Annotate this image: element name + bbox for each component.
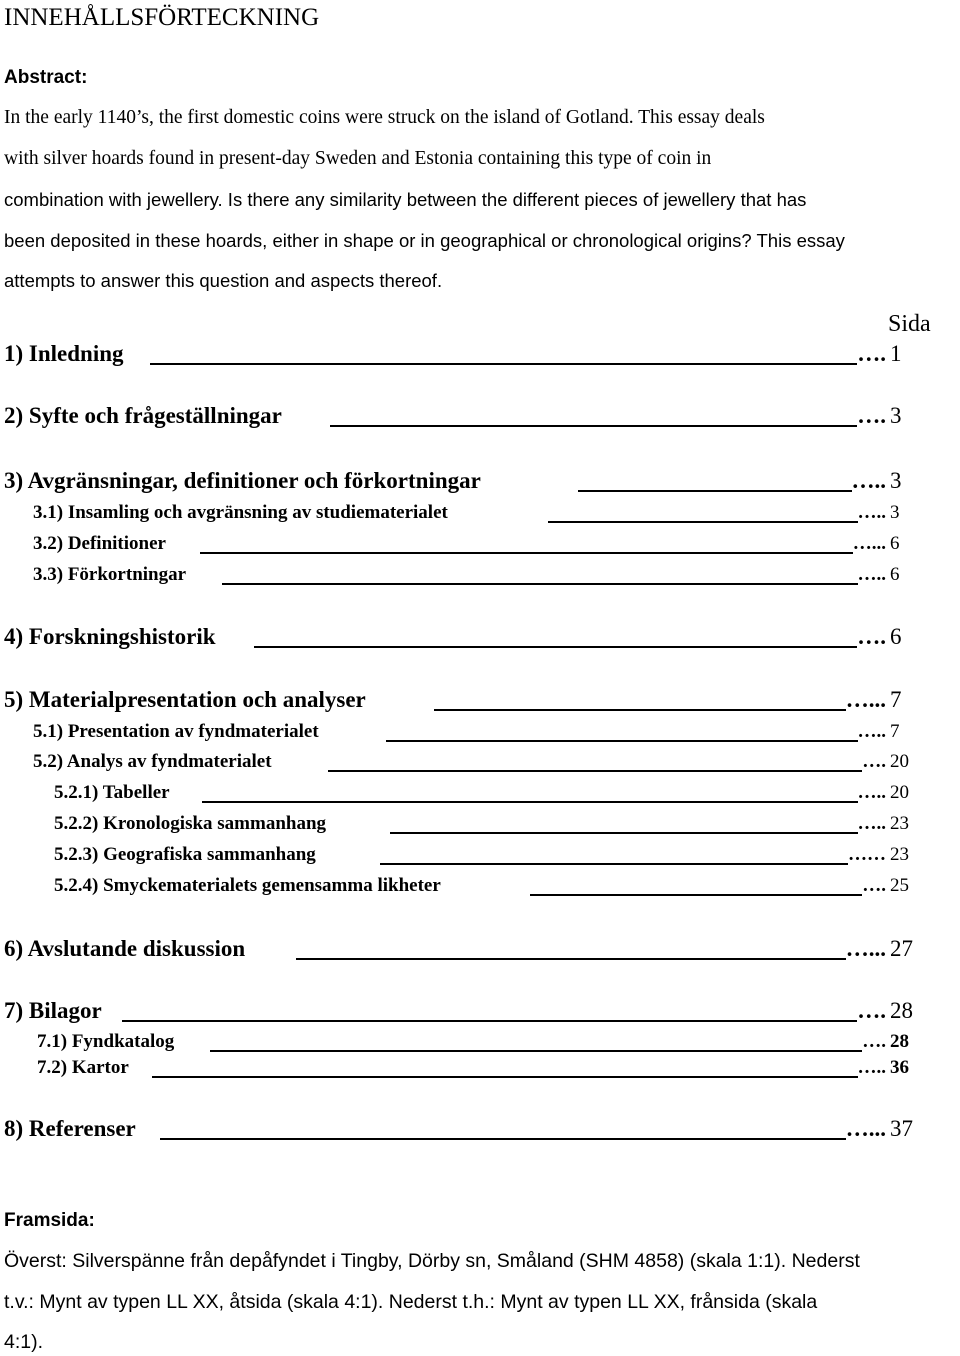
toc-entry-page: 7 xyxy=(890,687,902,712)
toc-entry-leader-dots: ….. xyxy=(857,813,886,834)
toc-leader xyxy=(150,363,870,365)
toc-entry-leader-dots: …. xyxy=(857,998,886,1023)
toc-entry-page: 3 xyxy=(890,403,902,428)
toc-entry-page: 20 xyxy=(890,782,909,803)
toc-entry-label: 3.1) Insamling och avgränsning av studiematerialet xyxy=(33,502,448,523)
toc-entry[interactable] xyxy=(0,812,960,842)
toc-entry[interactable] xyxy=(0,623,960,653)
toc-entry[interactable] xyxy=(0,686,960,716)
toc-entry[interactable] xyxy=(0,501,960,531)
toc-leader xyxy=(222,583,870,585)
toc-leader xyxy=(434,709,870,711)
toc-entry-label: 5.2.2) Kronologiska sammanhang xyxy=(54,813,327,834)
toc-entry-label: 7) Bilagor xyxy=(4,998,102,1023)
toc-entry[interactable] xyxy=(0,1056,960,1086)
toc-entry[interactable] xyxy=(0,781,960,811)
toc-entry[interactable] xyxy=(0,843,960,873)
toc-entry-leader-dots: ….. xyxy=(857,564,886,585)
toc-entry-leader-dots: …... xyxy=(845,1116,886,1141)
toc-entry-label: 7.2) Kartor xyxy=(37,1057,129,1078)
toc-leader xyxy=(548,521,870,523)
toc-entry-leader-dots: …. xyxy=(862,875,886,896)
toc-entry-label: 3.2) Definitioner xyxy=(33,533,166,554)
abstract-line: been deposited in these hoards, either in shape or in geographical or chronological origins? This essay xyxy=(4,230,845,251)
toc-leader xyxy=(296,958,870,960)
toc-leader xyxy=(578,490,870,492)
toc-entry-leader-dots: …... xyxy=(845,687,886,712)
toc-entry[interactable] xyxy=(0,340,960,370)
toc-entry-label: 5.2.3) Geografiska sammanhang xyxy=(54,844,316,865)
framsida-line: Överst: Silverspänne från depåfyndet i Tingby, Dörby sn, Småland (SHM 4858) (skala 1:1). Nederst xyxy=(4,1250,860,1272)
toc-leader xyxy=(202,801,870,803)
toc-entry-leader-dots: …... xyxy=(852,533,886,554)
toc-entry-label: 7.1) Fyndkatalog xyxy=(37,1031,175,1052)
toc-entry-label: 5.2) Analys av fyndmaterialet xyxy=(33,751,272,772)
toc-entry-leader-dots: ….. xyxy=(851,468,886,493)
toc-entry-page: 6 xyxy=(890,624,902,649)
toc-entry[interactable] xyxy=(0,720,960,750)
framsida-line: t.v.: Mynt av typen LL XX, åtsida (skala 4:1). Nederst t.h.: Mynt av typen LL XX, frånsida (skala xyxy=(4,1291,818,1313)
toc-entry-leader-dots: …. xyxy=(857,341,886,366)
toc-entry-page: 25 xyxy=(890,875,909,896)
toc-entry-page: 23 xyxy=(890,813,909,834)
abstract-heading: Abstract: xyxy=(4,67,88,88)
toc-entry-leader-dots: ….. xyxy=(857,782,886,803)
toc-leader xyxy=(160,1138,870,1140)
toc-entry-leader-dots: …. xyxy=(857,624,886,649)
toc-entry-label: 4) Forskningshistorik xyxy=(4,624,216,649)
toc-entry-page: 6 xyxy=(890,564,900,585)
toc-entry-page: 20 xyxy=(890,751,909,772)
abstract-line: with silver hoards found in present-day Sweden and Estonia containing this type of coin in xyxy=(4,148,712,169)
toc-entry-page: 28 xyxy=(890,998,913,1023)
toc-leader xyxy=(254,646,870,648)
toc-entry[interactable] xyxy=(0,532,960,562)
abstract-line: In the early 1140’s, the first domestic coins were struck on the island of Gotland. This essay deals xyxy=(4,107,765,128)
toc-leader xyxy=(380,863,870,865)
toc-entry-page: 23 xyxy=(890,844,909,865)
toc-entry-label: 8) Referenser xyxy=(4,1116,136,1141)
document-title: INNEHÅLLSFÖRTECKNING xyxy=(4,4,320,31)
toc-entry[interactable] xyxy=(0,750,960,780)
toc-entry-leader-dots: ….. xyxy=(857,721,886,742)
toc-entry-label: 5) Materialpresentation och analyser xyxy=(4,687,366,712)
abstract-line: attempts to answer this question and aspects thereof. xyxy=(4,270,443,291)
toc-entry-page: 1 xyxy=(890,341,902,366)
toc-entry-leader-dots: ….. xyxy=(857,1057,886,1078)
toc-entry-leader-dots: …... xyxy=(845,936,886,961)
toc-entry[interactable] xyxy=(0,997,960,1027)
toc-entry[interactable] xyxy=(0,874,960,904)
toc-entry-label: 2) Syfte och frågeställningar xyxy=(4,403,282,428)
toc-entry[interactable] xyxy=(0,467,960,497)
toc-leader xyxy=(390,832,870,834)
toc-leader xyxy=(210,1050,880,1052)
toc-leader xyxy=(328,770,870,772)
toc-entry[interactable] xyxy=(0,1115,960,1145)
toc-entry-label: 5.2.1) Tabeller xyxy=(54,782,170,803)
toc-entry-page: 36 xyxy=(890,1057,909,1078)
toc-entry-label: 3) Avgränsningar, definitioner och förkortningar xyxy=(4,468,481,493)
toc-entry-leader-dots: …. xyxy=(857,403,886,428)
toc-leader xyxy=(152,1076,880,1078)
toc-entry[interactable] xyxy=(0,935,960,965)
framsida-line: 4:1). xyxy=(4,1331,44,1353)
toc-entry-label: 3.3) Förkortningar xyxy=(33,564,187,585)
toc-entry-page: 3 xyxy=(890,468,902,493)
toc-entry-label: 1) Inledning xyxy=(4,341,124,366)
framsida-heading: Framsida: xyxy=(4,1210,95,1231)
toc-entry-page: 28 xyxy=(890,1031,909,1052)
toc-entry-label: 6) Avslutande diskussion xyxy=(4,936,246,961)
toc-entry[interactable] xyxy=(0,563,960,593)
toc-leader xyxy=(330,425,870,427)
toc-entry[interactable] xyxy=(0,402,960,432)
page-column-label: Sida xyxy=(888,311,931,337)
toc-entry-page: 3 xyxy=(890,502,900,523)
toc-leader xyxy=(122,1020,870,1022)
toc-leader xyxy=(386,740,870,742)
toc-entry-page: 37 xyxy=(890,1116,913,1141)
toc-entry-leader-dots: ….. xyxy=(857,502,886,523)
toc-entry-label: 5.2.4) Smyckematerialets gemensamma likheter xyxy=(54,875,441,896)
toc-entry-page: 7 xyxy=(890,721,900,742)
toc-entry-label: 5.1) Presentation av fyndmaterialet xyxy=(33,721,319,742)
toc-entry-leader-dots: …. xyxy=(862,751,886,772)
toc-leader xyxy=(200,552,870,554)
toc-entry-page: 27 xyxy=(890,936,913,961)
toc-entry-leader-dots: …… xyxy=(848,844,886,865)
toc-entry-page: 6 xyxy=(890,533,900,554)
toc-leader xyxy=(530,894,870,896)
toc-entry-leader-dots: …. xyxy=(862,1031,886,1052)
abstract-line: combination with jewellery. Is there any similarity between the different pieces of jewellery that has xyxy=(4,189,807,210)
